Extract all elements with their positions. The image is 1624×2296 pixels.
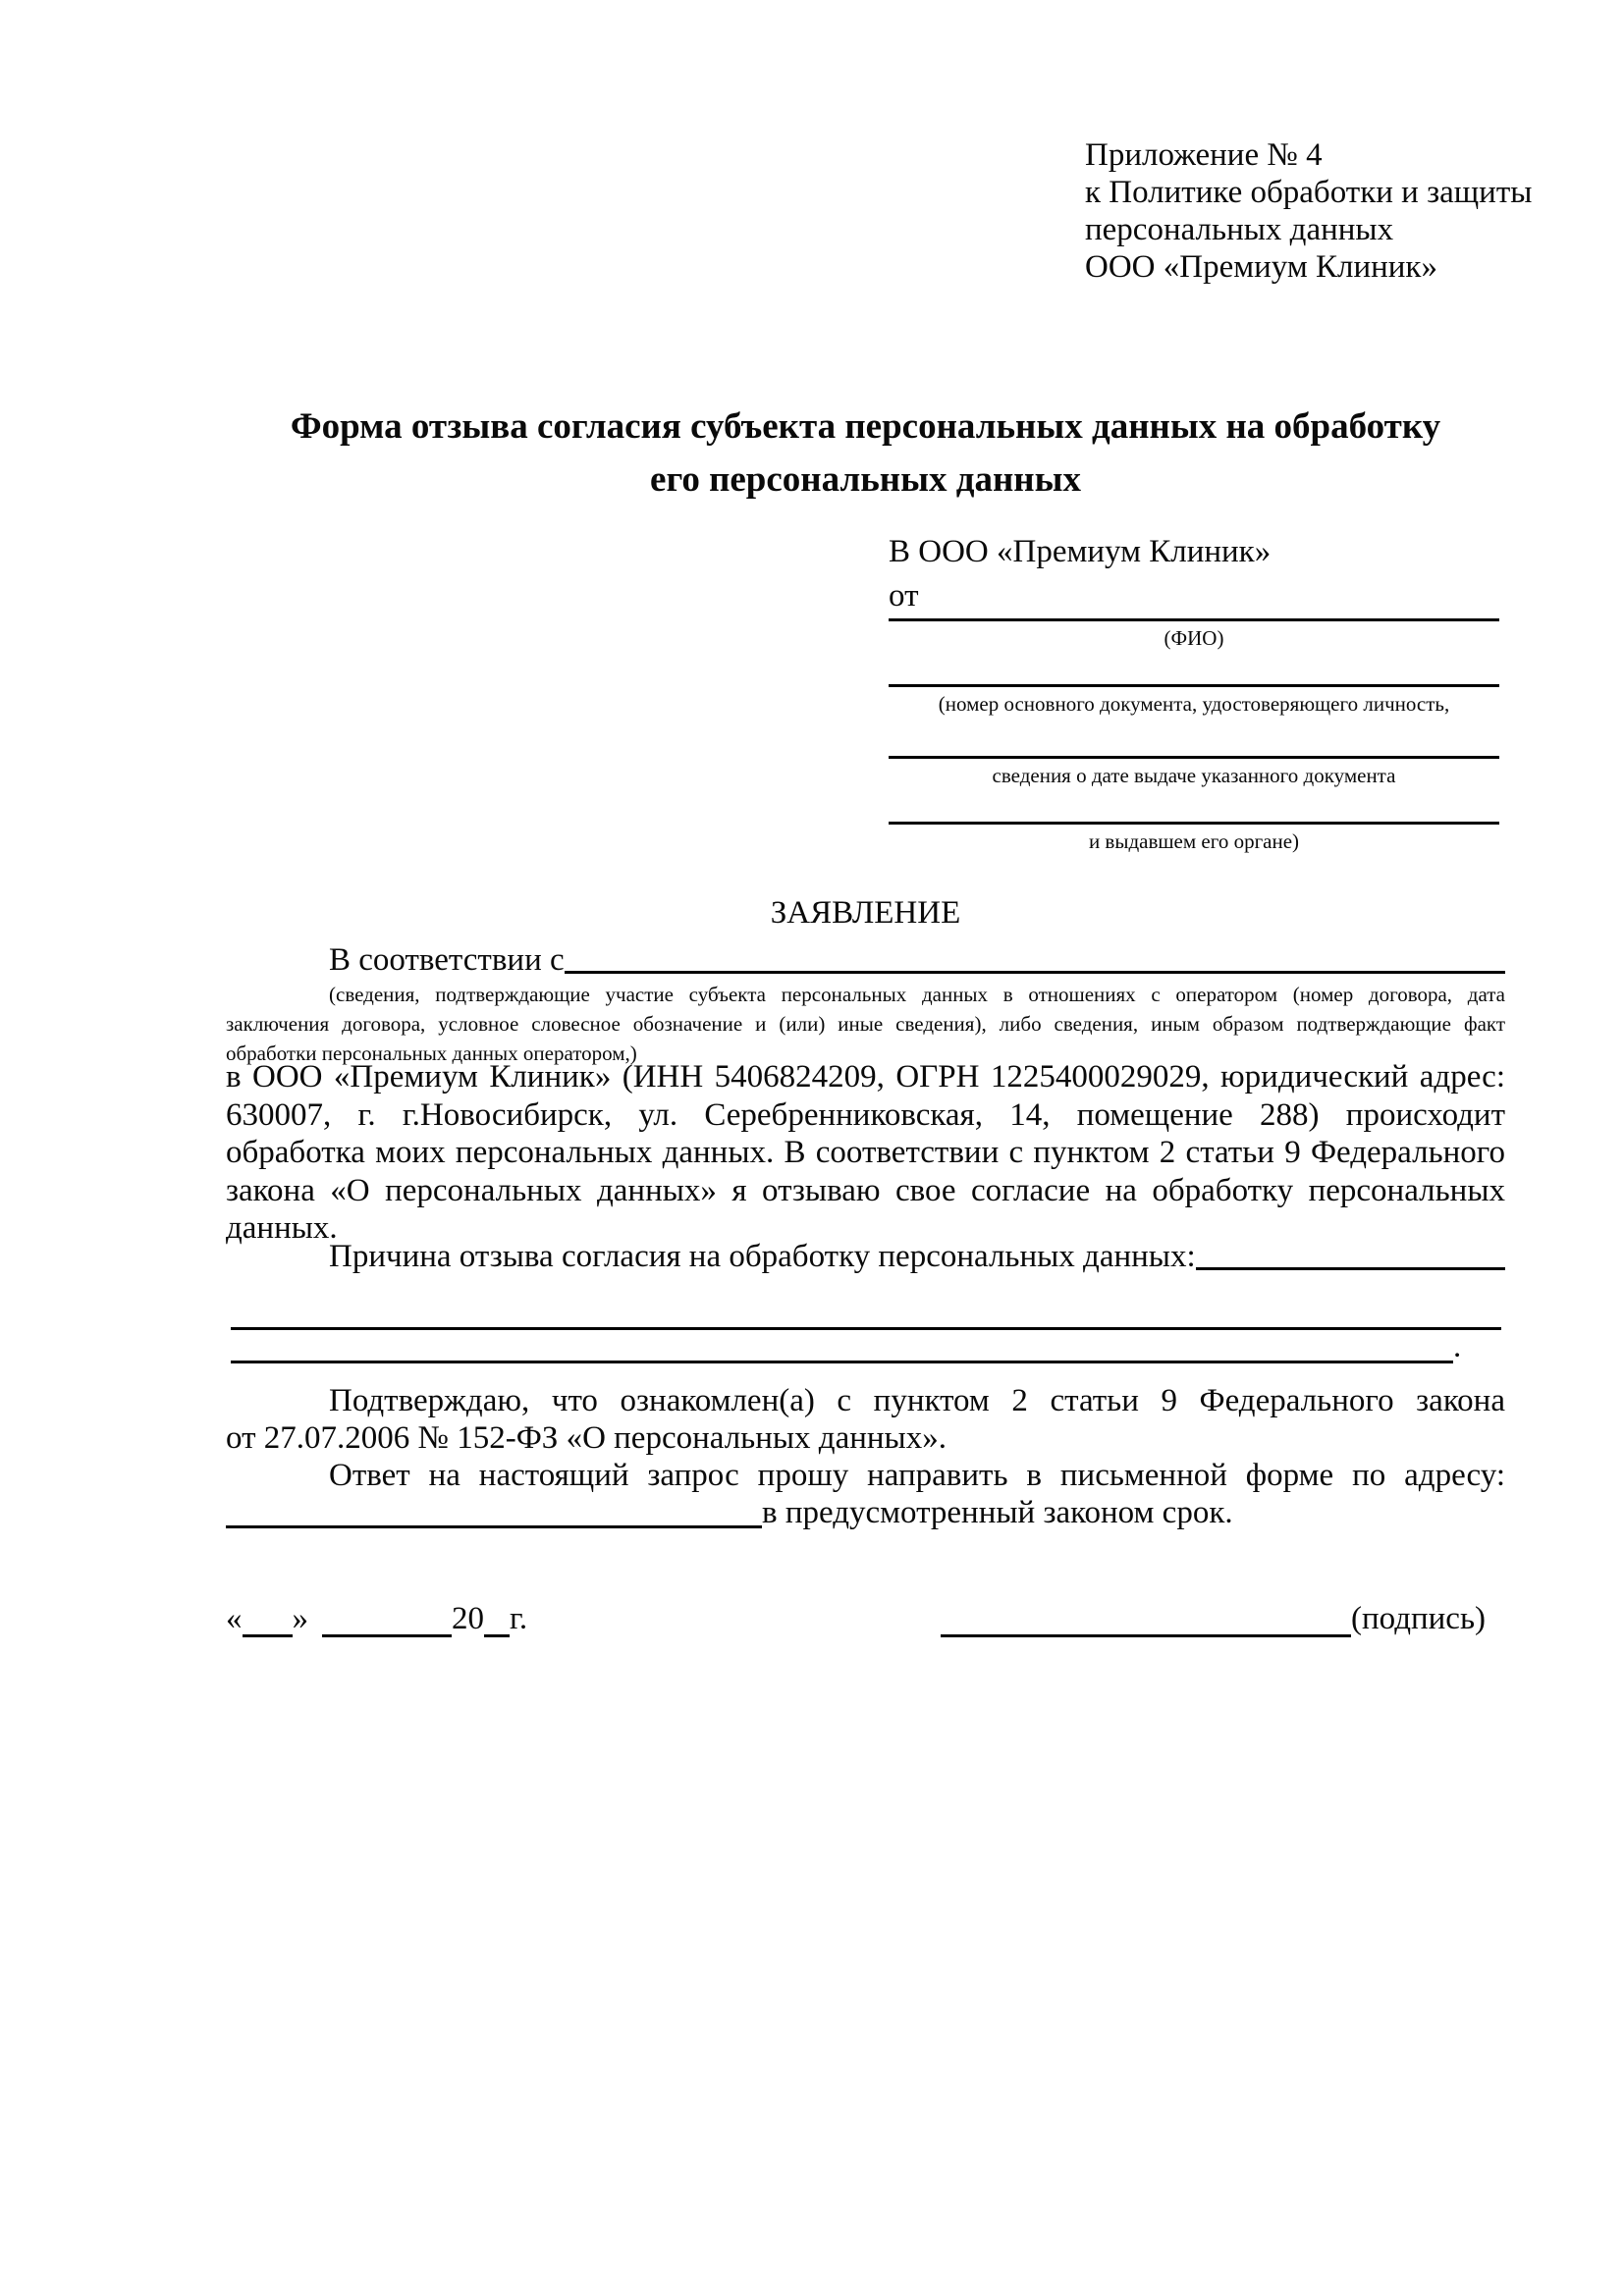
- smallprint-line: заключения договора, условное словесное обозначение и (или) иные сведения), либо сведения, иным образом подтверждающие факт: [226, 1012, 1505, 1036]
- issue-date-blank-line: [889, 726, 1499, 759]
- confirmation-paragraph: [226, 1382, 1505, 1457]
- basis-row: [226, 942, 1505, 979]
- signature-blank-line: [941, 1605, 1351, 1637]
- reason-lead: Причина отзыва согласия на обработку персональных данных:: [329, 1239, 1196, 1274]
- smallprint-block: [226, 980, 1505, 1068]
- reply-line-2-text: в предусмотренный законом срок.: [762, 1495, 1233, 1530]
- title-line-2: его персональных данных: [650, 459, 1081, 500]
- body-line: обработка моих персональных данных. В соответствии с пунктом 2 статьи 9 Федерального: [226, 1135, 1505, 1170]
- date-group: [226, 1601, 527, 1637]
- statement-heading: ЗАЯВЛЕНИЕ: [770, 895, 961, 931]
- document-title: [226, 400, 1505, 507]
- quote-open: «: [226, 1601, 243, 1636]
- recipient-from: от: [889, 578, 919, 614]
- body-line: 630007, г. г.Новосибирск, ул. Серебренниковская, 14, помещение 288) происходит: [226, 1096, 1505, 1133]
- reply-line-1: Ответ на настоящий запрос прошу направить в письменной форме по адресу:: [329, 1458, 1505, 1493]
- signature-group: [941, 1601, 1486, 1637]
- footer-row: [226, 1601, 1505, 1637]
- basis-lead: В соответствии с: [329, 942, 565, 978]
- issuing-authority-blank-line: [889, 792, 1499, 825]
- doc-number-blank-line: [889, 655, 1499, 687]
- month-blank-line: [322, 1605, 452, 1637]
- body-line: закона «О персональных данных» я отзываю свое согласие на обработку персональных: [226, 1172, 1505, 1208]
- appendix-line: к Политике обработки и защиты: [1085, 175, 1533, 210]
- body-line: данных.: [226, 1210, 338, 1246]
- year-blank-line: [484, 1605, 510, 1637]
- appendix-line: Приложение № 4: [1085, 137, 1323, 173]
- basis-blank-line: [565, 971, 1505, 974]
- reason-blank-line: [1196, 1267, 1505, 1270]
- year-prefix: 20: [452, 1601, 484, 1636]
- appendix-line: ООО «Премиум Клиник»: [1085, 249, 1437, 285]
- reply-paragraph: [226, 1457, 1505, 1531]
- reason-period: .: [1453, 1329, 1462, 1364]
- issue-date-caption: сведения о дате выдаче указанного документа: [992, 764, 1396, 787]
- smallprint-line: обработки персональных данных оператором,): [226, 1041, 637, 1065]
- year-suffix: г.: [510, 1601, 528, 1636]
- reason-row: [226, 1239, 1505, 1275]
- body-line: в ООО «Премиум Клиник» (ИНН 5406824209, ОГРН 1225400029029, юридический адрес:: [226, 1059, 1505, 1095]
- reply-line-2: [226, 1494, 1505, 1531]
- signature-caption: (подпись): [1351, 1601, 1486, 1636]
- confirm-line: Подтверждаю, что ознакомлен(а) с пунктом 2 статьи 9 Федерального закона: [329, 1383, 1505, 1418]
- title-line-1: Форма отзыва согласия субъекта персональных данных на обработку: [290, 406, 1441, 447]
- address-blank-line: [226, 1496, 762, 1528]
- quote-close: »: [292, 1601, 308, 1636]
- reason-extra-row-2: [231, 1331, 1505, 1363]
- smallprint-line: (сведения, подтверждающие участие субъекта персональных данных в отношениях с оператором (номер договора, дата: [329, 983, 1505, 1006]
- reason-extra-line-2: [231, 1331, 1453, 1363]
- appendix-line: персональных данных: [1085, 212, 1394, 247]
- fio-caption: (ФИО): [1164, 626, 1224, 650]
- issuing-authority-caption: и выдавшем его органе): [1088, 829, 1300, 853]
- day-blank-line: [243, 1605, 293, 1637]
- fio-blank-line: [889, 589, 1499, 621]
- appendix-header: [1085, 136, 1532, 286]
- confirm-line: от 27.07.2006 № 152-ФЗ «О персональных данных».: [226, 1420, 947, 1456]
- doc-number-caption: (номер основного документа, удостоверяющего личность,: [938, 692, 1450, 716]
- recipient-to: В ООО «Премиум Клиник»: [889, 534, 1272, 569]
- body-paragraph: [226, 1058, 1505, 1248]
- reason-extra-line-1: [231, 1298, 1501, 1330]
